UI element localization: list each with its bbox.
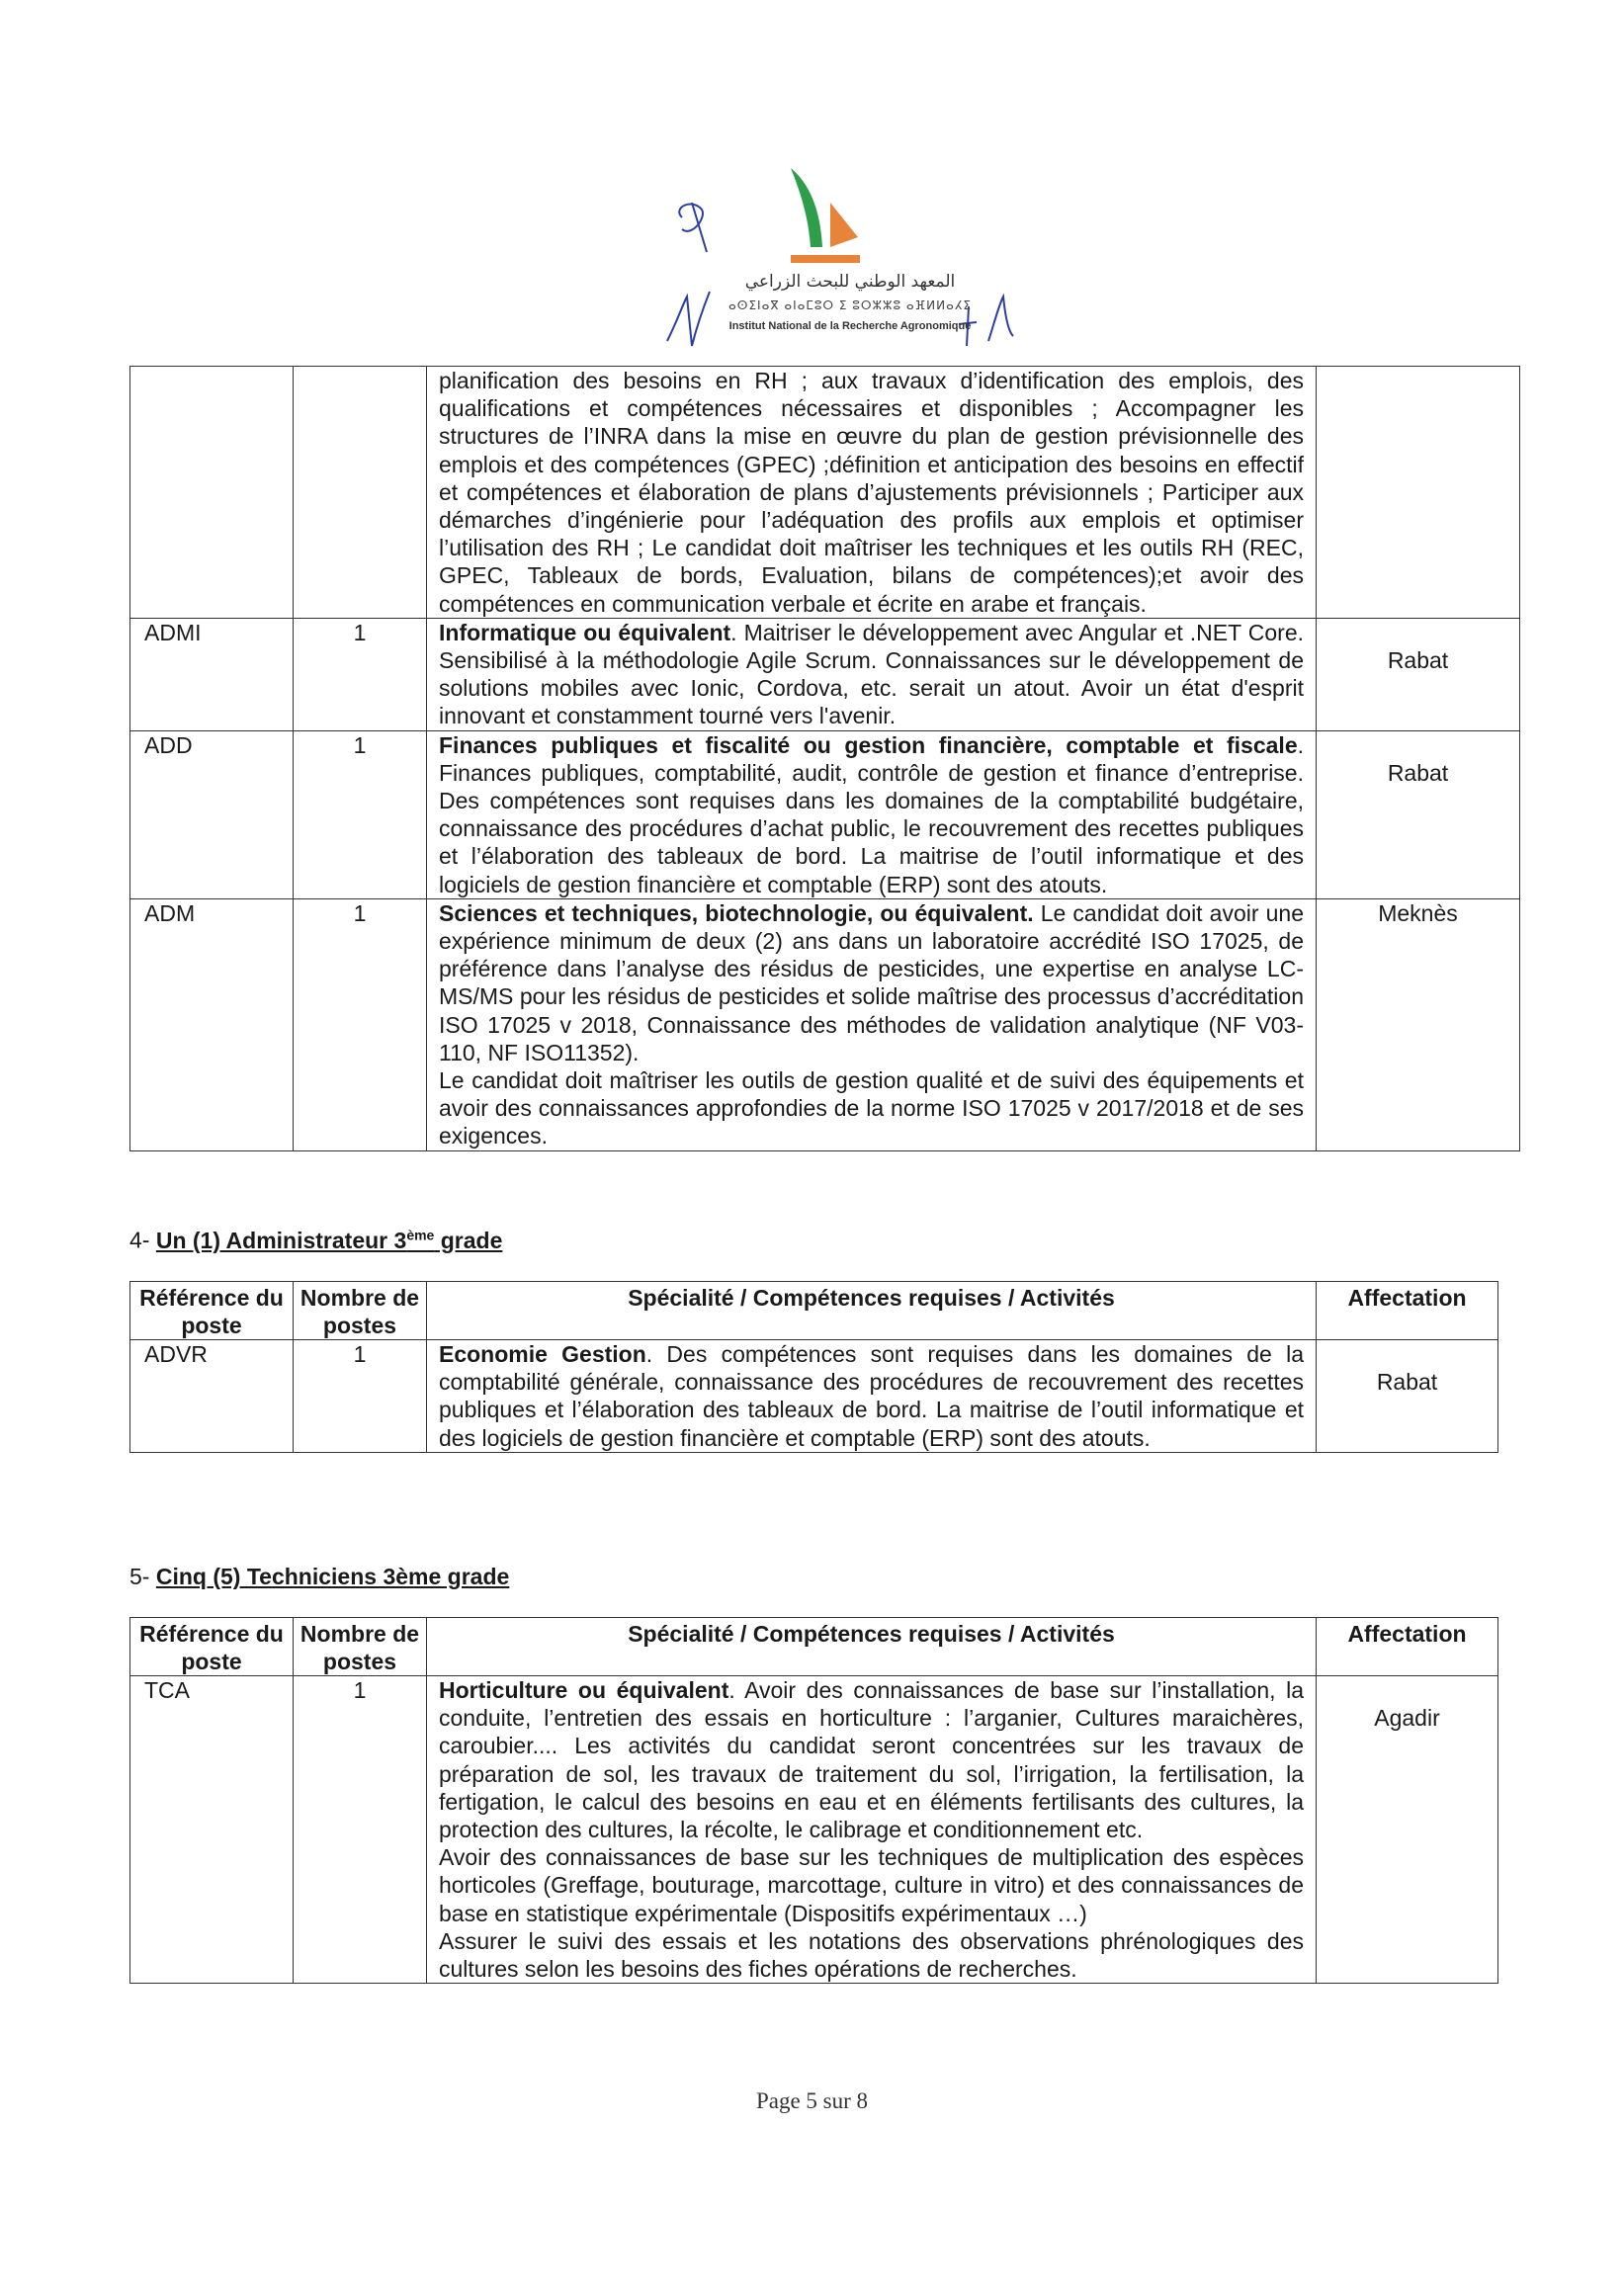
spec-text: . Finances publiques, comptabilité, audit, contrôle de gestion et finance d’entreprise. Des compétences sont requises dans les domaines de la comptabilité budgétaire, connaissance des procédures d’achat public, le recouvrement des recettes publiques et l’élaboration des tableaux de bord. La maitrise de l’outil informatique et des logiciels de gestion financière et comptable (ERP) sont des atouts. xyxy=(439,731,1304,897)
nombre-cell: 1 xyxy=(294,898,427,1150)
spec-text: . Maitriser le développement avec Angular et .NET Core. Sensibilisé à la méthodologie Agile Scrum. Connaissances sur le développement de solutions mobiles avec Ionic, Cordova, etc. serait un atout. Avoir un état d'esprit innovant et constamment tourné vers l'avenir. xyxy=(439,619,1305,729)
title-part: Un (1) Administrateur 3 xyxy=(155,1227,407,1253)
spec-text: . Avoir des connaissances de base sur l’installation, la conduite, l’entretien des essais en horticulture : l’arganier, Cultures maraichères, caroubier.... Les activités du candidat seront concentrées sur les travaux de préparation de sol, les travaux de traitement du sol, l’irrigation, la fertilisation, la fertigation, le calcul des besoins en eau et en éléments fertilisants des cultures, la protection des cultures, la récolte, le calibrage et conditionnement etc. xyxy=(439,1677,1304,1843)
table-row xyxy=(130,618,1520,730)
nombre-cell: 1 xyxy=(294,730,427,898)
section-4-title xyxy=(129,1227,502,1254)
affectation-cell xyxy=(1317,367,1520,619)
spec-text: Le candidat doit avoir une expérience minimum de deux (2) ans dans un laboratoire accrédité ISO 17025, de préférence dans l’analyse des résidus de pesticides, une expertise en analyse LC-MS/MS pour les résidus de pesticides et solide maîtrise des processus d’accréditation ISO 17025 v 2018, Connaissance des méthodes de validation analytique (NF V03-110, NF ISO11352). xyxy=(439,899,1304,1065)
techniciens-table xyxy=(129,1617,1498,1984)
affectation-cell: Rabat xyxy=(1317,618,1520,730)
header-spec: Spécialité / Compétences requises / Activités xyxy=(427,1282,1317,1340)
spec-paragraph: Avoir des connaissances de base sur les techniques de multiplication des espèces horticoles (Greffage, bouturage, marcottage, culture in vitro) et des connaissances de base en statistique expérimentale (Dispositifs expérimentaux …) xyxy=(439,1844,1304,1926)
spec-title: Informatique ou équivalent xyxy=(439,619,731,645)
header-ref: Référence du poste xyxy=(130,1618,294,1676)
header-affectation: Affectation xyxy=(1317,1282,1498,1340)
header-affectation: Affectation xyxy=(1317,1618,1498,1676)
logo-arabic-text: المعهد الوطني للبحث الزراعي xyxy=(744,272,956,292)
spec-title: Sciences et techniques, biotechnologie, ou équivalent. xyxy=(439,899,1034,926)
spec-paragraph xyxy=(439,1676,1304,1843)
spec-cell xyxy=(427,898,1317,1150)
spec-paragraph: Le candidat doit maîtriser les outils de gestion qualité et de suivi des équipements et avoir des connaissances approfondies de la norme ISO 17025 v 2017/2018 et de ses exigences. xyxy=(439,1067,1304,1149)
spec-title: Economie Gestion xyxy=(439,1341,646,1367)
section-title-text xyxy=(156,1228,503,1253)
logo-tifinagh-text: ⴰⵙⵉⵏⴰⴳ ⴰⵏⴰⵎⵓⵔ ⵉ ⵓⵔⵣⵣⵓ ⴰⴼⵍⵍⴰⵃⵉ xyxy=(728,298,972,312)
table-row xyxy=(130,367,1520,619)
section-number: 5- xyxy=(129,1564,150,1589)
affectation-cell: Meknès xyxy=(1317,898,1520,1150)
section-5-title xyxy=(129,1564,509,1590)
affectation-cell: Rabat xyxy=(1317,730,1520,898)
header-nombre: Nombre de postes xyxy=(294,1618,427,1676)
positions-table-continued xyxy=(129,366,1520,1151)
affectation-cell: Agadir xyxy=(1317,1676,1498,1984)
spec-cell xyxy=(427,1676,1317,1984)
inra-logo xyxy=(652,148,1048,371)
administrateur-table xyxy=(129,1281,1498,1453)
header-ref: Référence du poste xyxy=(130,1282,294,1340)
affectation-cell: Rabat xyxy=(1317,1340,1498,1453)
ref-cell: ADM xyxy=(130,898,294,1150)
spec-cell xyxy=(427,367,1317,619)
ref-cell: ADMI xyxy=(130,618,294,730)
table-row xyxy=(130,1340,1498,1453)
table-header-row xyxy=(130,1618,1498,1676)
spec-paragraph: Assurer le suivi des essais et les notations des observations phrénologiques des cultures selon les besoins des fiches opérations de recherches. xyxy=(439,1927,1304,1983)
spec-text: . Des compétences sont requises dans les domaines de la comptabilité générale, connaissance des procédures de recouvrement des recettes publiques et l’élaboration des tableaux de bord. La maitrise de l’outil informatique et des logiciels de gestion financière et comptable (ERP) sont des atouts. xyxy=(439,1341,1304,1451)
header-spec: Spécialité / Compétences requises / Activités xyxy=(427,1618,1317,1676)
spec-title: Finances publiques et fiscalité ou gestion financière, comptable et fiscale xyxy=(439,731,1298,758)
title-sup: ème xyxy=(406,1227,435,1242)
title-part: grade xyxy=(434,1227,503,1253)
nombre-cell xyxy=(294,367,427,619)
ref-cell xyxy=(130,367,294,619)
ref-cell: ADVR xyxy=(130,1340,294,1453)
spec-text: planification des besoins en RH ; aux travaux d’identification des emplois, des qualifications et compétences nécessaires et disponibles ; Accompagner les structures de l’INRA dans la mise en œuvre du plan de gestion prévisionnelle des emplois et des compétences (GPEC) ;définition et anticipation des besoins en effectif et compétences et élaboration de plans d’ajustements prévisionnels ; Participer aux démarches d’ingénierie pour l’adéquation des profils aux emplois et optimiser l’utilisation des RH ; Le candidat doit maîtriser les techniques et les outils RH (REC, GPEC, Tableaux de bords, Evaluation, bilans de compétences);et avoir des compétences en communication verbale et écrite en arabe et français. xyxy=(439,368,1304,617)
logo-french-text: Institut National de la Recherche Agronomique xyxy=(728,320,972,332)
table-row xyxy=(130,730,1520,898)
ref-cell: ADD xyxy=(130,730,294,898)
nombre-cell: 1 xyxy=(294,618,427,730)
nombre-cell: 1 xyxy=(294,1676,427,1984)
section-title-text: Cinq (5) Techniciens 3ème grade xyxy=(155,1564,510,1589)
spec-cell xyxy=(427,618,1317,730)
table-header-row xyxy=(130,1282,1498,1340)
logo-mark-icon xyxy=(652,148,1048,371)
nombre-cell: 1 xyxy=(294,1340,427,1453)
spec-title: Horticulture ou équivalent xyxy=(439,1677,729,1703)
section-number: 4- xyxy=(129,1227,150,1253)
page-number: Page 5 sur 8 xyxy=(755,2088,869,2113)
spec-paragraph xyxy=(439,899,1304,1066)
ref-cell: TCA xyxy=(130,1676,294,1984)
header-nombre: Nombre de postes xyxy=(294,1282,427,1340)
spec-cell xyxy=(427,1340,1317,1453)
table-row xyxy=(130,1676,1498,1984)
spec-cell xyxy=(427,730,1317,898)
table-row xyxy=(130,898,1520,1150)
